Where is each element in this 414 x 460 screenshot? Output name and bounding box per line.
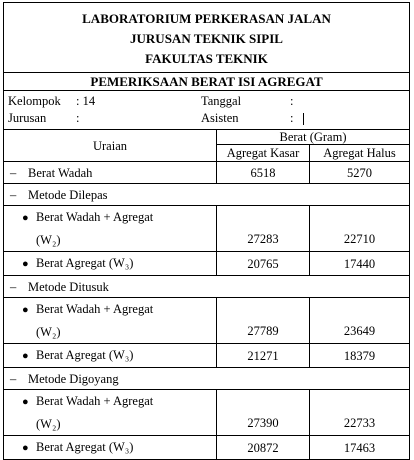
tanggal-label: Tanggal: [201, 94, 242, 108]
kasar-header: Agregat Kasar: [217, 145, 310, 162]
jurusan-label: Jurusan: [8, 111, 47, 125]
dash-marker: –: [10, 165, 17, 180]
digoyang-w2-halus: 22733: [310, 390, 410, 436]
digoyang-w3-label: Berat Agregat (W₃): [36, 440, 134, 454]
ditusuk-w3-halus: 18379: [310, 344, 410, 368]
form-title: PEMERIKSAAN BERAT ISI AGREGAT: [4, 73, 410, 91]
digoyang-w2-kasar: 27390: [217, 390, 310, 436]
dilepas-w2-sub: (W₂): [36, 233, 61, 247]
digoyang-w3-halus: 17463: [310, 436, 410, 460]
info-row: [4, 91, 410, 130]
uraian-header: Uraian: [4, 130, 217, 162]
bullet-icon: ●: [22, 350, 29, 362]
method-row-digoyang: [4, 368, 410, 390]
column-header-row: [4, 130, 410, 145]
bullet-icon: ●: [22, 212, 29, 224]
tanggal-value: :: [290, 94, 294, 108]
dash-marker: –: [10, 279, 17, 294]
ditusuk-w2-sub: (W₂): [36, 325, 61, 339]
kelompok-value: : 14: [76, 94, 96, 108]
method-title-ditusuk: Metode Ditusuk: [28, 279, 109, 294]
dash-marker: –: [10, 187, 17, 202]
dash-marker: –: [10, 371, 17, 386]
dilepas-w2-row: [4, 206, 410, 252]
bullet-icon: ●: [22, 442, 29, 454]
dilepas-w3-kasar: 20765: [217, 252, 310, 276]
ditusuk-w2-row: [4, 298, 410, 344]
faculty-name: FAKULTAS TEKNIK: [145, 50, 268, 66]
ditusuk-w2-kasar: 27789: [217, 298, 310, 344]
method-title-dilepas: Metode Dilepas: [28, 187, 108, 202]
dilepas-w3-label: Berat Agregat (W₃): [36, 256, 134, 270]
ditusuk-w3-kasar: 21271: [217, 344, 310, 368]
jurusan-value: :: [76, 111, 80, 125]
digoyang-w3-kasar: 20872: [217, 436, 310, 460]
method-row-ditusuk: [4, 276, 410, 298]
berat-isi-table: [3, 2, 410, 460]
lab-name: LABORATORIUM PERKERASAN JALAN: [82, 10, 331, 26]
department-name: JURUSAN TEKNIK SIPIL: [130, 30, 283, 46]
ditusuk-w3-row: [4, 344, 410, 368]
dilepas-w2-kasar: 27283: [217, 206, 310, 252]
bullet-icon: ●: [22, 304, 29, 316]
kelompok-label: Kelompok: [8, 94, 61, 108]
dilepas-w2-label: Berat Wadah + Agregat: [36, 210, 154, 224]
berat-wadah-halus: 5270: [310, 162, 410, 184]
digoyang-w3-row: [4, 436, 410, 460]
bullet-icon: ●: [22, 258, 29, 270]
bullet-icon: ●: [22, 396, 29, 408]
dilepas-w3-row: [4, 252, 410, 276]
title-row: [4, 73, 410, 91]
lab-sheet: [3, 2, 409, 460]
asisten-value: :: [290, 111, 294, 125]
method-row-dilepas: [4, 184, 410, 206]
dilepas-w3-halus: 17440: [310, 252, 410, 276]
berat-header: Berat (Gram): [217, 130, 410, 145]
berat-wadah-label: Berat Wadah: [28, 165, 93, 180]
method-title-digoyang: Metode Digoyang: [28, 371, 119, 386]
header-row: [4, 3, 410, 73]
ditusuk-w3-label: Berat Agregat (W₃): [36, 348, 134, 362]
berat-wadah-kasar: 6518: [217, 162, 310, 184]
halus-header: Agregat Halus: [310, 145, 410, 162]
digoyang-w2-row: [4, 390, 410, 436]
dilepas-w2-halus: 22710: [310, 206, 410, 252]
ditusuk-w2-label: Berat Wadah + Agregat: [36, 302, 154, 316]
berat-wadah-row: [4, 162, 410, 184]
ditusuk-w2-halus: 23649: [310, 298, 410, 344]
digoyang-w2-sub: (W₂): [36, 417, 61, 431]
digoyang-w2-label: Berat Wadah + Agregat: [36, 394, 154, 408]
text-cursor: [303, 113, 304, 125]
asisten-label: Asisten: [201, 111, 239, 125]
